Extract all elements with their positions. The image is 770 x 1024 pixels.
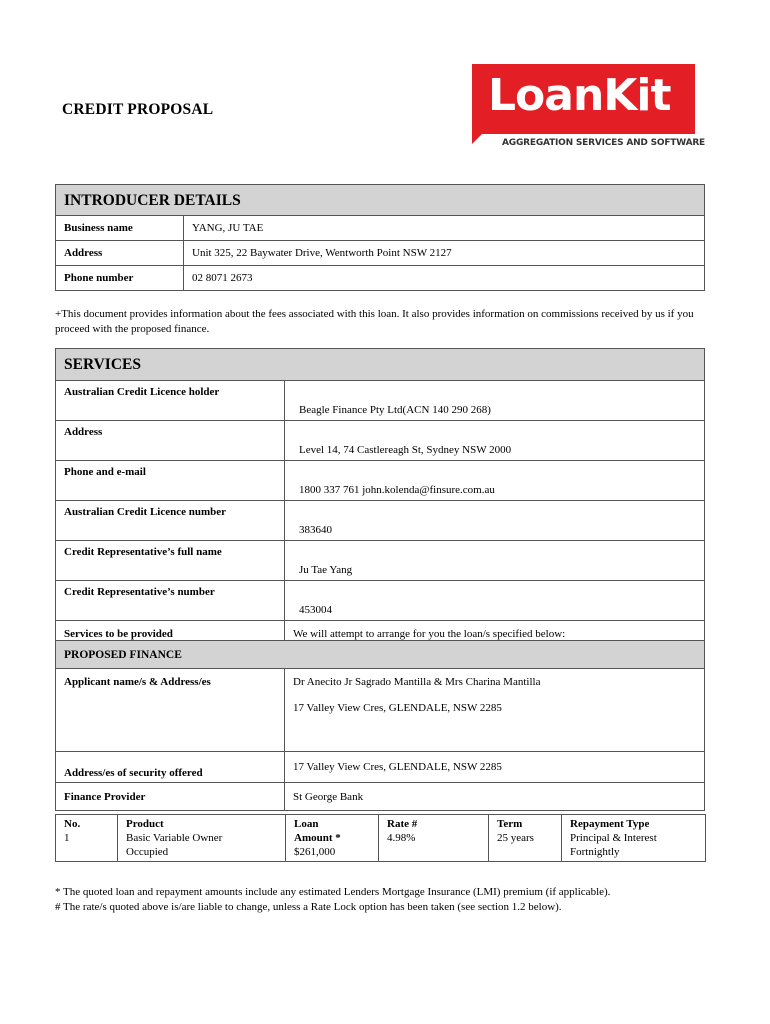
introducer-heading: INTRODUCER DETAILS — [56, 185, 705, 216]
services-provided-label: Services to be provided — [56, 621, 285, 648]
term-value: 25 years — [497, 832, 534, 844]
phone-value: 02 8071 2673 — [184, 266, 705, 291]
product-header: Product — [126, 818, 164, 830]
repayment-value-line1: Principal & Interest — [570, 832, 657, 844]
services-address-label: Address — [56, 421, 285, 461]
table-row — [56, 216, 705, 241]
applicant-address: 17 Valley View Cres, GLENDALE, NSW 2285 — [293, 702, 502, 714]
licence-number-label: Australian Credit Licence number — [56, 501, 285, 541]
licence-holder-value: Beagle Finance Pty Ltd(ACN 140 290 268) — [285, 381, 705, 421]
table-row — [56, 815, 706, 862]
table-row — [56, 581, 705, 621]
logo-wordmark: LoanKit — [488, 70, 671, 121]
table-row — [56, 461, 705, 501]
licence-number-value: 383640 — [285, 501, 705, 541]
rate-value: 4.98% — [387, 832, 416, 844]
services-heading: SERVICES — [56, 349, 705, 381]
lmi-footnote: * The quoted loan and repayment amounts include any estimated Lenders Mortgage Insurance (LMI) premium (if applicable). — [55, 886, 611, 898]
rate-footnote: # The rate/s quoted above is/are liable to change, unless a Rate Lock option has been taken (see section 1.2 below). — [55, 901, 562, 913]
rep-name-value: Ju Tae Yang — [285, 541, 705, 581]
table-row — [56, 752, 705, 783]
phone-label: Phone number — [56, 266, 184, 291]
table-row — [56, 783, 705, 811]
provider-label: Finance Provider — [56, 783, 285, 811]
repayment-cell — [562, 815, 706, 862]
amount-cell — [286, 815, 379, 862]
table-row — [56, 421, 705, 461]
business-name-label: Business name — [56, 216, 184, 241]
no-value: 1 — [64, 832, 70, 844]
address-value: Unit 325, 22 Baywater Drive, Wentworth Point NSW 2127 — [184, 241, 705, 266]
fees-note: +This document provides information about the fees associated with this loan. It also provides information on commissions received by us if you proceed with the proposed finance. — [55, 308, 694, 335]
term-cell — [489, 815, 562, 862]
rep-number-label: Credit Representative’s number — [56, 581, 285, 621]
rep-number-value: 453004 — [285, 581, 705, 621]
loan-no-cell — [56, 815, 118, 862]
applicant-names: Dr Anecito Jr Sagrado Mantilla & Mrs Charina Mantilla — [293, 676, 541, 688]
page-title: CREDIT PROPOSAL — [62, 101, 214, 118]
amount-value: $261,000 — [294, 846, 336, 858]
licence-holder-label: Australian Credit Licence holder — [56, 381, 285, 421]
introducer-details-table — [55, 184, 705, 291]
phone-email-label: Phone and e-mail — [56, 461, 285, 501]
table-row — [56, 541, 705, 581]
product-value-line2: Occupied — [126, 846, 169, 858]
table-row — [56, 501, 705, 541]
finance-heading: PROPOSED FINANCE — [56, 641, 705, 669]
logo-notch — [472, 134, 482, 144]
services-address-value: Level 14, 74 Castlereagh St, Sydney NSW 2000 — [285, 421, 705, 461]
applicant-label: Applicant name/s & Address/es — [56, 669, 285, 752]
rep-name-label: Credit Representative’s full name — [56, 541, 285, 581]
proposed-finance-table — [55, 640, 705, 811]
security-value: 17 Valley View Cres, GLENDALE, NSW 2285 — [285, 752, 705, 783]
table-row — [56, 241, 705, 266]
footnotes — [55, 885, 705, 915]
logo-tagline: AGGREGATION SERVICES AND SOFTWARE — [502, 138, 706, 148]
amount-header: Amount * — [294, 832, 341, 844]
product-cell — [118, 815, 286, 862]
address-label: Address — [56, 241, 184, 266]
table-row — [56, 381, 705, 421]
product-value-line1: Basic Variable Owner — [126, 832, 223, 844]
repayment-header: Repayment Type — [570, 818, 650, 830]
services-table — [55, 348, 705, 648]
rate-cell — [379, 815, 489, 862]
rate-header: Rate # — [387, 818, 418, 830]
term-header: Term — [497, 818, 523, 830]
table-row — [56, 266, 705, 291]
table-row — [56, 669, 705, 752]
loankit-logo — [472, 64, 706, 154]
security-label: Address/es of security offered — [56, 752, 285, 783]
business-name-value: YANG, JU TAE — [184, 216, 705, 241]
loan-table — [55, 814, 706, 862]
loan-header: Loan — [294, 818, 319, 830]
no-header: No. — [64, 818, 81, 830]
services-provided-value: We will attempt to arrange for you the loan/s specified below: — [285, 621, 705, 648]
applicant-value — [285, 669, 705, 752]
provider-value: St George Bank — [285, 783, 705, 811]
phone-email-value: 1800 337 761 john.kolenda@finsure.com.au — [285, 461, 705, 501]
repayment-value-line2: Fortnightly — [570, 846, 620, 858]
